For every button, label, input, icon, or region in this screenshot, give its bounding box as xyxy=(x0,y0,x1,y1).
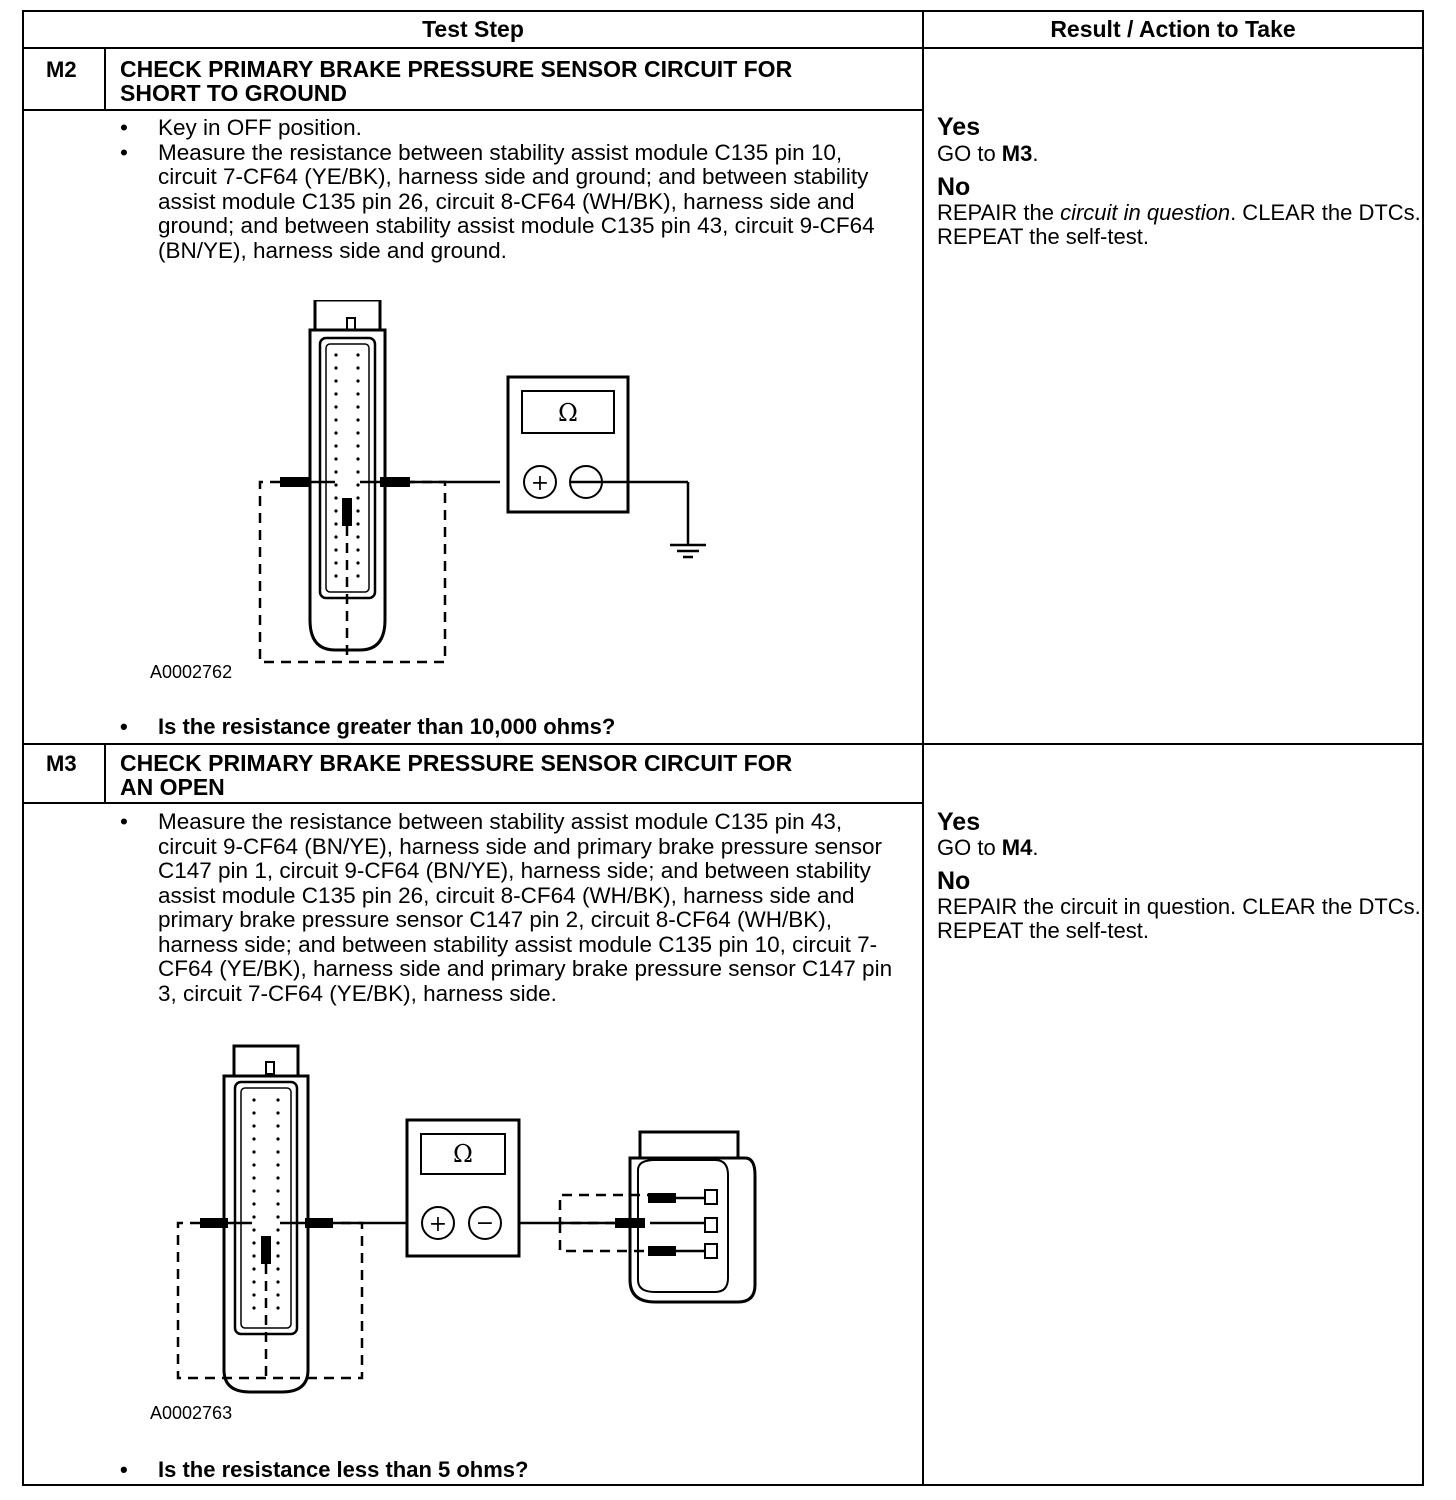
step-m3-instructions xyxy=(120,810,900,1006)
m3-no-action: REPAIR the circuit in question. CLEAR the DTCs. REPEAT the self-test. xyxy=(937,894,1421,943)
header-test-step: Test Step xyxy=(422,16,524,42)
step-m2-question: • Is the resistance greater than 10,000 ohms? xyxy=(120,714,615,740)
m3-yes-label: Yes xyxy=(937,808,981,836)
step-id-m2: M2 xyxy=(46,57,77,82)
figure-m2-diagram xyxy=(240,300,720,670)
plus-terminal: + xyxy=(530,471,550,496)
step-title-m3: CHECK PRIMARY BRAKE PRESSURE SENSOR CIRCUIT FOR AN OPEN xyxy=(120,750,793,800)
minus-terminal: − xyxy=(475,1211,495,1236)
step-m3-question: • Is the resistance less than 5 ohms? xyxy=(120,1457,528,1483)
m2-yes-action: GO to M3. xyxy=(937,141,1039,166)
sensor-connector-c147 xyxy=(630,1132,755,1302)
connector-pins xyxy=(252,1098,279,1309)
step-m3-bullet-1: • Measure the resistance between stability assist module C135 pin 43, circuit 9-CF64 (BN/YE), harness side and primary brake pressure sensor C147 pin 1, circuit 9-CF64 (BN/YE), harness side; and between stability assist module C135 pin 26, circuit 8-CF64 (WH/BK), harness side and primary brake pressure sensor C147 pin 2, circuit 8-CF64 (WH/BK), harness side; and between stability assist module C135 pin 10, circuit 7-CF64 (YE/BK), harness side and primary brake pressure sensor C147 pin 3, circuit 7-CF64 (YE/BK), harness side. xyxy=(120,810,900,1006)
ohm-symbol: Ω xyxy=(453,1140,473,1168)
m2-no-action: REPAIR the circuit in question. CLEAR the DTCs. REPEAT the self-test. xyxy=(937,200,1421,249)
step-m2-bullet-2: • Measure the resistance between stability assist module C135 pin 10, circuit 7-CF64 (YE/BK), harness side and ground; and between stability assist module C135 pin 26, circuit 8-CF64 (WH/BK), harness side and ground; and between stability assist module C135 pin 43, circuit 9-CF64 (BN/YE), harness side and ground. xyxy=(120,141,900,264)
ohmmeter xyxy=(508,377,628,512)
probe-tips xyxy=(280,477,410,526)
step-title-m2: CHECK PRIMARY BRAKE PRESSURE SENSOR CIRCUIT FOR SHORT TO GROUND xyxy=(120,56,793,106)
minus-terminal: − xyxy=(576,470,596,495)
m3-no-label: No xyxy=(937,867,971,895)
step-id-m3: M3 xyxy=(46,751,77,776)
plus-terminal: + xyxy=(428,1212,448,1237)
m2-no-label: No xyxy=(937,173,971,201)
m3-yes-action: GO to M4. xyxy=(937,835,1039,860)
ohm-symbol: Ω xyxy=(558,399,578,427)
step-m2-instructions xyxy=(120,116,900,263)
ground-icon xyxy=(670,545,706,557)
step-m2-bullet-1: • Key in OFF position. xyxy=(120,116,900,141)
figure-m3-diagram xyxy=(160,1040,760,1400)
dashed-harness xyxy=(260,482,445,662)
header-result-action: Result / Action to Take xyxy=(1050,16,1296,42)
figure-m2-id: A0002762 xyxy=(150,662,233,682)
figure-m3-id: A0002763 xyxy=(150,1403,233,1423)
m2-yes-label: Yes xyxy=(937,113,981,141)
